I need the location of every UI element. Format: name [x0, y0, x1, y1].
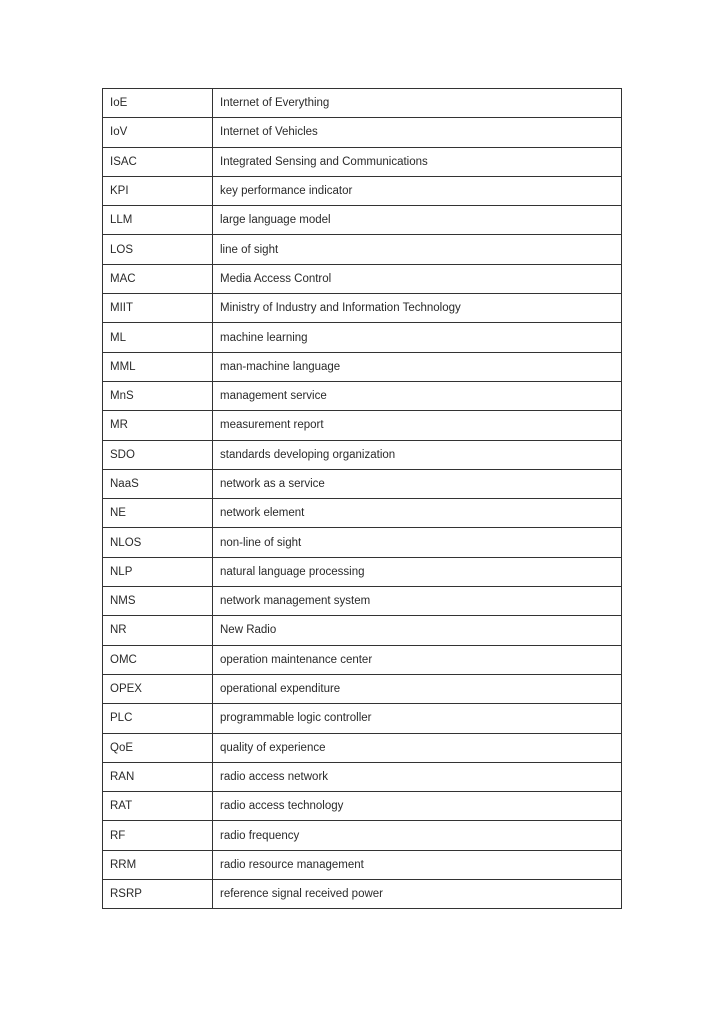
term-cell: natural language processing: [213, 557, 622, 586]
abbreviation-cell: NE: [103, 499, 213, 528]
term-cell: Ministry of Industry and Information Technology: [213, 294, 622, 323]
table-row: [103, 674, 622, 703]
term-cell: radio resource management: [213, 850, 622, 879]
abbreviation-cell: SDO: [103, 440, 213, 469]
table-row: [103, 792, 622, 821]
abbreviation-table: [102, 88, 622, 909]
abbreviation-cell: MR: [103, 411, 213, 440]
abbreviation-table-body: [103, 89, 622, 909]
table-row: [103, 323, 622, 352]
term-cell: reference signal received power: [213, 880, 622, 909]
term-cell: Integrated Sensing and Communications: [213, 147, 622, 176]
term-cell: management service: [213, 381, 622, 410]
term-cell: line of sight: [213, 235, 622, 264]
term-cell: Internet of Everything: [213, 89, 622, 118]
abbreviation-cell: QoE: [103, 733, 213, 762]
term-cell: network as a service: [213, 469, 622, 498]
term-cell: quality of experience: [213, 733, 622, 762]
term-cell: network management system: [213, 587, 622, 616]
abbreviation-cell: IoE: [103, 89, 213, 118]
abbreviation-cell: ML: [103, 323, 213, 352]
term-cell: Media Access Control: [213, 264, 622, 293]
term-cell: programmable logic controller: [213, 704, 622, 733]
abbreviation-cell: RAN: [103, 762, 213, 791]
table-row: [103, 206, 622, 235]
table-row: [103, 176, 622, 205]
term-cell: non-line of sight: [213, 528, 622, 557]
abbreviation-cell: RAT: [103, 792, 213, 821]
table-row: [103, 645, 622, 674]
term-cell: network element: [213, 499, 622, 528]
table-row: [103, 469, 622, 498]
term-cell: radio access technology: [213, 792, 622, 821]
table-row: [103, 821, 622, 850]
table-row: [103, 381, 622, 410]
abbreviation-cell: MIIT: [103, 294, 213, 323]
table-row: [103, 440, 622, 469]
table-row: [103, 264, 622, 293]
abbreviation-cell: RSRP: [103, 880, 213, 909]
table-row: [103, 616, 622, 645]
term-cell: Internet of Vehicles: [213, 118, 622, 147]
table-row: [103, 704, 622, 733]
term-cell: machine learning: [213, 323, 622, 352]
table-row: [103, 587, 622, 616]
table-row: [103, 294, 622, 323]
abbreviation-cell: KPI: [103, 176, 213, 205]
table-row: [103, 528, 622, 557]
abbreviation-cell: LOS: [103, 235, 213, 264]
term-cell: New Radio: [213, 616, 622, 645]
abbreviation-cell: NaaS: [103, 469, 213, 498]
abbreviation-cell: RRM: [103, 850, 213, 879]
table-row: [103, 118, 622, 147]
table-row: [103, 89, 622, 118]
abbreviation-cell: MnS: [103, 381, 213, 410]
table-row: [103, 850, 622, 879]
abbreviation-cell: IoV: [103, 118, 213, 147]
abbreviation-cell: ISAC: [103, 147, 213, 176]
table-row: [103, 762, 622, 791]
term-cell: operational expenditure: [213, 674, 622, 703]
abbreviation-cell: NMS: [103, 587, 213, 616]
term-cell: operation maintenance center: [213, 645, 622, 674]
term-cell: radio access network: [213, 762, 622, 791]
abbreviation-cell: OPEX: [103, 674, 213, 703]
abbreviation-cell: NLP: [103, 557, 213, 586]
abbreviation-cell: OMC: [103, 645, 213, 674]
term-cell: standards developing organization: [213, 440, 622, 469]
abbreviation-cell: LLM: [103, 206, 213, 235]
abbreviation-cell: RF: [103, 821, 213, 850]
table-row: [103, 499, 622, 528]
abbreviation-cell: MAC: [103, 264, 213, 293]
table-row: [103, 352, 622, 381]
term-cell: measurement report: [213, 411, 622, 440]
abbreviation-cell: PLC: [103, 704, 213, 733]
term-cell: large language model: [213, 206, 622, 235]
table-row: [103, 411, 622, 440]
abbreviation-cell: NLOS: [103, 528, 213, 557]
table-row: [103, 880, 622, 909]
term-cell: key performance indicator: [213, 176, 622, 205]
abbreviation-cell: NR: [103, 616, 213, 645]
table-row: [103, 557, 622, 586]
table-row: [103, 147, 622, 176]
table-row: [103, 733, 622, 762]
term-cell: man-machine language: [213, 352, 622, 381]
abbreviation-cell: MML: [103, 352, 213, 381]
term-cell: radio frequency: [213, 821, 622, 850]
table-row: [103, 235, 622, 264]
